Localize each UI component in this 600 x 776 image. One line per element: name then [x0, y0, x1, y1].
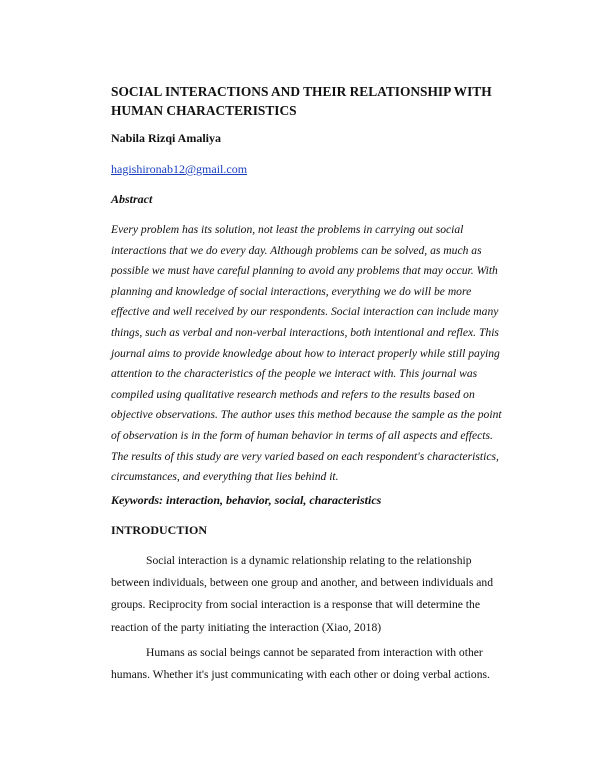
intro-paragraph-2: Humans as social beings cannot be separated from interaction with other humans. Whether it's just communicating with each other or doing verbal actions. [111, 646, 490, 682]
keywords: Keywords: interaction, behavior, social, characteristics [111, 493, 382, 507]
abstract-heading: Abstract [111, 192, 153, 206]
author-name: Nabila Rizqi Amaliya [111, 131, 222, 145]
abstract-text: Every problem has its solution, not least the problems in carrying out social interactions that we do every day. Although problems can be solved, as much as possible we must have careful planning to avoid any problems that may occur. With planning and knowledge of social interactions, everything we do will be more effective and well received by our respondents. Social interaction can include many things, such as verbal and non-verbal interactions, both intentional and reflex. This journal aims to provide knowledge about how to interact properly while still paying attention to the characteristics of the people we interact with. This journal was compiled using qualitative research methods and refers to the results based on objective observations. The author uses this method because the sample as the point of observation is in the form of human behavior in terms of all aspects and effects. The results of this study are very varied based on each respondent's characteristics, circumstances, and everything that lies behind it. [111, 223, 502, 484]
paper-title: SOCIAL INTERACTIONS AND THEIR RELATIONSHIP WITH HUMAN CHARACTERISTICS [111, 84, 492, 118]
introduction-heading: INTRODUCTION [111, 523, 208, 537]
author-email-link[interactable]: hagishironab12@gmail.com [111, 162, 248, 176]
intro-paragraph-1: Social interaction is a dynamic relationship relating to the relationship between individuals, between one group and another, and between individuals and groups. Reciprocity from social interaction is a response that will determine the reaction of the party initiating the interaction (Xiao, 2018) [111, 554, 494, 634]
